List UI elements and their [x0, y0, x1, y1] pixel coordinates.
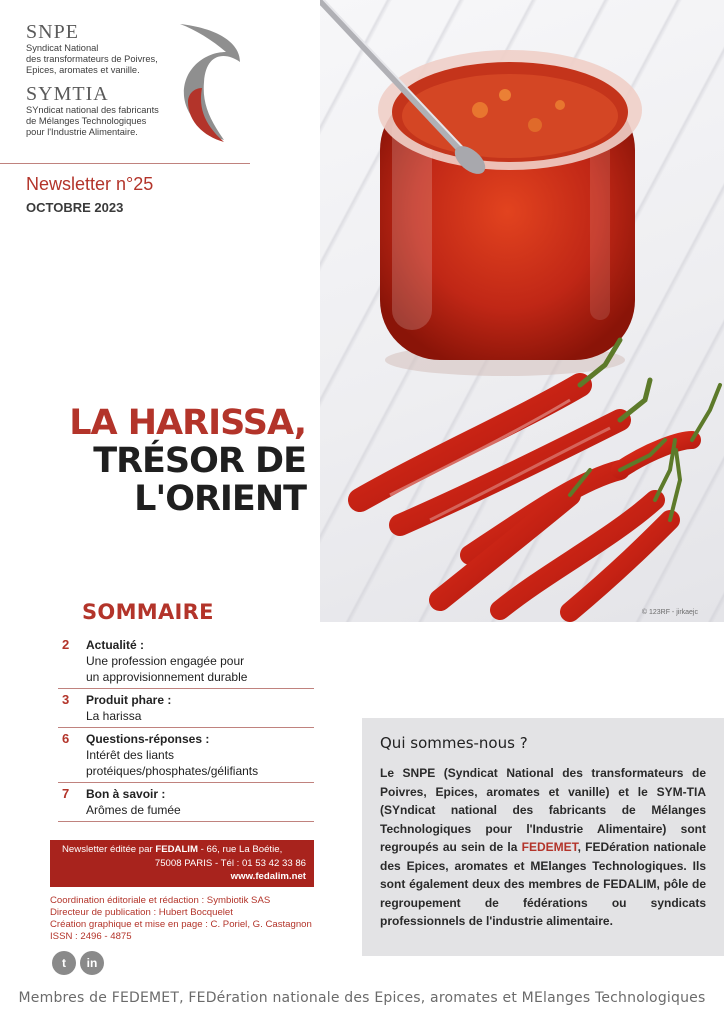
- about-text: [380, 764, 706, 931]
- toc-subtitle: Arômes de fumée: [86, 803, 181, 817]
- header-divider: [0, 163, 250, 164]
- toc-heading: Questions-réponses :: [86, 732, 210, 746]
- toc-subtitle: Intérêt des liants: [86, 748, 175, 762]
- hero-photo: [320, 0, 724, 622]
- publisher-name: FEDALIM: [155, 844, 198, 855]
- toc-heading: Produit phare :: [86, 693, 172, 707]
- main-title-line-3: L'ORIENT: [134, 479, 306, 519]
- sommaire-heading: SOMMAIRE: [82, 600, 214, 624]
- toc-subtitle: La harissa: [86, 709, 142, 723]
- about-text-part-2: , FEDération nationale des Epices, aromates et MElanges Technologiques. Ils sont également deux des membres de FEDALIM, pôle de regroupement de fédérations ou syndicats professionnels de l'industrie alimentaire.: [380, 840, 706, 928]
- about-text-part-1: Le SNPE (Syndicat National des transformateurs de Poivres, Epices, aromates et vanille) et le SYM-TIA (SYndicat national des fabricants de Mélanges Technologiques pour l'Industrie Alimentaire) sont regroupés au sein de la: [380, 766, 706, 854]
- toc-page-number: 2: [62, 637, 70, 652]
- toc-page-number: 6: [62, 731, 70, 746]
- photo-credit: © 123RF - jirkaejc: [641, 609, 698, 616]
- harissa-jar-illustration: [320, 0, 724, 622]
- toc-heading: Bon à savoir :: [86, 787, 166, 801]
- toc-heading: Actualité :: [86, 638, 145, 652]
- edited-by-label: Newsletter éditée par: [62, 844, 156, 855]
- publisher-address-2: 75008 PARIS - Tél : 01 53 42 33 86: [154, 857, 306, 869]
- redaction-line: Directeur de publication : Hubert Bocquelet: [50, 907, 233, 918]
- social-links: [52, 951, 104, 975]
- website-link[interactable]: www.fedalim.net: [230, 871, 306, 882]
- linkedin-icon[interactable]: in: [80, 951, 104, 975]
- toc-subtitle: protéiques/phosphates/gélifiants: [86, 764, 259, 778]
- main-title: [69, 404, 306, 518]
- symtia-desc-3: pour l'Industrie Alimentaire.: [26, 127, 138, 137]
- toc-item[interactable]: [58, 728, 314, 783]
- main-title-line-2: TRÉSOR DE: [93, 441, 306, 481]
- symtia-desc-2: de Mélanges Technologiques: [26, 116, 147, 126]
- fedemet-highlight: FEDEMET: [521, 840, 578, 854]
- toc-page-number: 7: [62, 786, 70, 801]
- swoosh-logo-icon: [176, 22, 242, 146]
- toc-item[interactable]: [58, 689, 314, 728]
- toc-page-number: 3: [62, 692, 70, 707]
- about-heading: Qui sommes-nous ?: [380, 734, 528, 752]
- symtia-desc-1: SYndicat national des fabricants: [26, 105, 159, 115]
- newsletter-number: Newsletter n°25: [26, 174, 154, 194]
- publisher-address-1: - 66, rue La Boétie,: [197, 844, 283, 855]
- snpe-desc-1: Syndicat National: [26, 43, 99, 53]
- redaction-line: Coordination éditoriale et rédaction : Symbiotik SAS: [50, 895, 271, 906]
- table-of-contents: [58, 634, 314, 822]
- issn-line: ISSN : 2496 - 4875: [50, 931, 132, 942]
- publisher-box: [50, 840, 314, 887]
- redaction-credits: [50, 895, 312, 943]
- snpe-name: SNPE: [26, 21, 79, 43]
- toc-item[interactable]: [58, 783, 314, 822]
- twitter-icon[interactable]: t: [52, 951, 76, 975]
- snpe-desc-3: Epices, aromates et vanille.: [26, 65, 140, 75]
- snpe-desc-2: des transformateurs de Poivres,: [26, 54, 158, 64]
- redaction-line: Création graphique et mise en page : C. Poriel, G. Castagnon: [50, 919, 312, 930]
- footer-tagline: Membres de FEDEMET, FEDération nationale des Epices, aromates et MElanges Technologiques: [18, 990, 706, 1006]
- newsletter-date: OCTOBRE 2023: [26, 200, 124, 215]
- main-title-line-1: LA HARISSA,: [69, 403, 306, 443]
- toc-subtitle: Une profession engagée pour: [86, 654, 245, 668]
- toc-item[interactable]: [58, 634, 314, 689]
- symtia-name: SYMTIA: [26, 83, 109, 105]
- about-panel: [362, 718, 724, 956]
- toc-subtitle: un approvisionnement durable: [86, 670, 248, 684]
